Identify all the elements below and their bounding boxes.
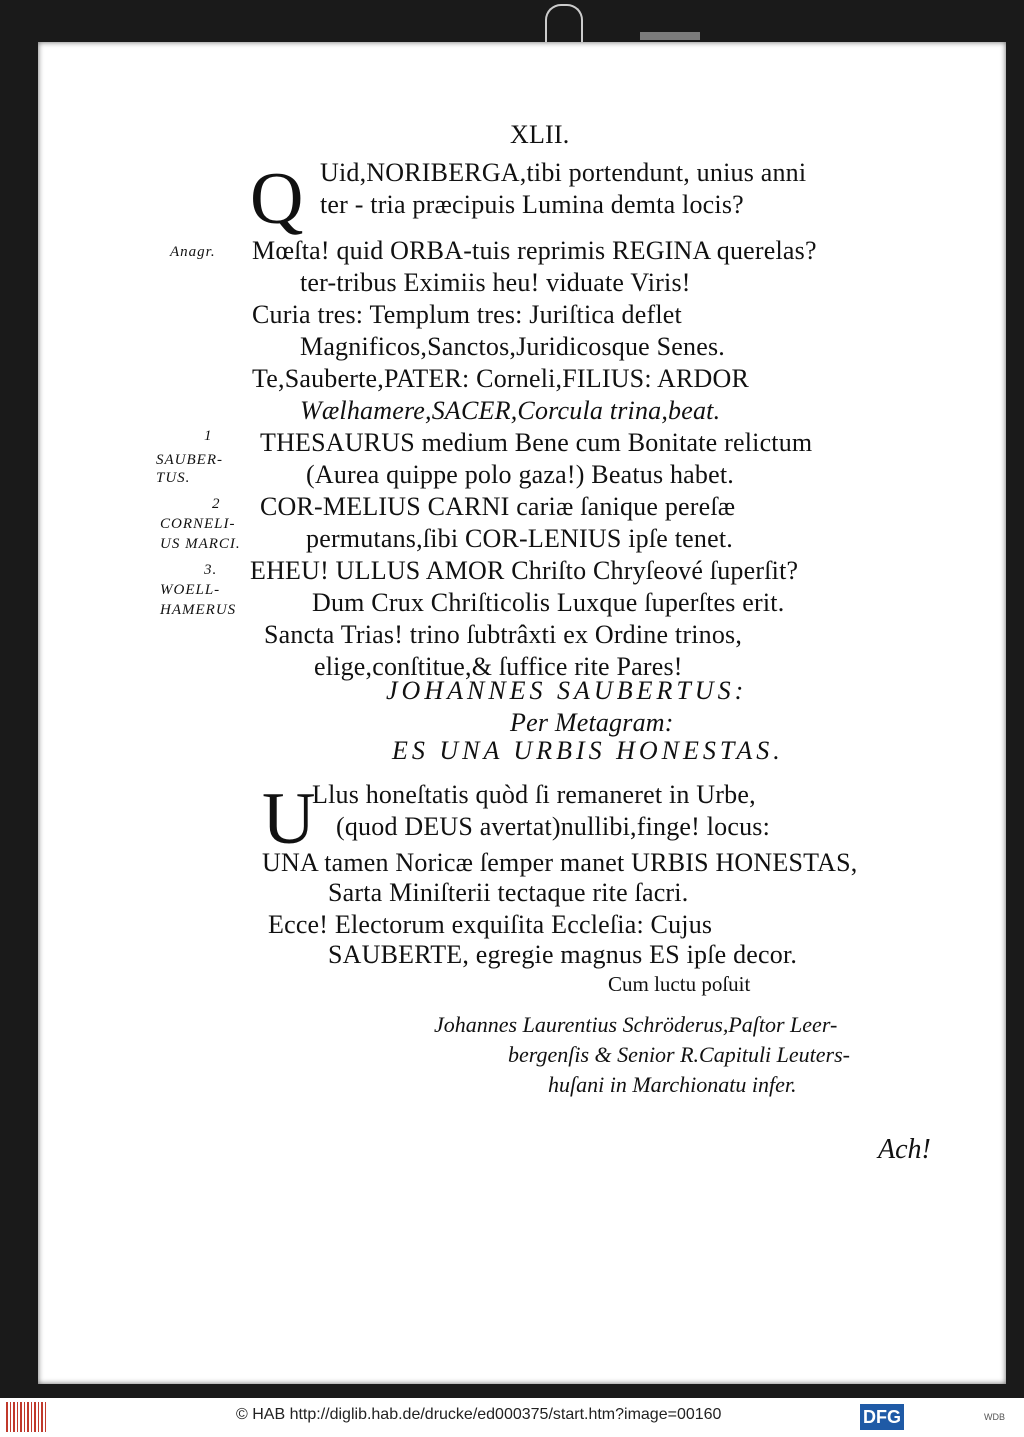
poem-line: Sarta Miniſterii tectaque rite ſacri. — [328, 878, 689, 907]
book-page — [38, 42, 1006, 1384]
margin-note-number: 2 — [212, 496, 221, 512]
poem-line: Curia tres: Templum tres: Juriſtica deflet — [252, 300, 682, 329]
poem-line: Magnificos,Sanctos,Juridicosque Senes. — [300, 332, 725, 361]
poem-line: Sancta Trias! trino ſubtrâxti ex Ordine trinos, — [264, 620, 743, 649]
margin-note-woellhamerus: WOELL- — [160, 582, 221, 598]
margin-note-saubertus: SAUBER- — [156, 452, 223, 468]
page-number: XLII. — [510, 120, 570, 149]
margin-note-cornelius: US MARCI. — [160, 536, 241, 552]
signature-line: bergenſis & Senior R.Capituli Leuters- — [508, 1042, 850, 1067]
margin-note-saubertus: TUS. — [156, 470, 191, 486]
barcode-icon — [6, 1402, 48, 1432]
poem-line: Te,Sauberte,PATER: Corneli,FILIUS: ARDOR — [252, 364, 750, 393]
margin-note-number: 3. — [204, 562, 218, 578]
posuit-line: Cum luctu poſuit — [608, 972, 751, 996]
poem-line: EHEU! ULLUS AMOR Chriſto Chryſeové ſuperſit? — [250, 556, 799, 585]
signature-line: huſani in Marchionatu infer. — [548, 1072, 797, 1097]
margin-note-woellhamerus: HAMERUS — [160, 602, 237, 618]
poem-line: SAUBERTE, egregie magnus ES ipſe decor. — [328, 940, 798, 969]
signature-line: Johannes Laurentius Schröderus,Paſtor Leer- — [434, 1012, 838, 1037]
poem-line: Dum Crux Chriſticolis Luxque ſuperſtes erit. — [312, 588, 785, 617]
poem-line: ter-tribus Eximiis heu! viduate Viris! — [300, 268, 691, 297]
copyright-url[interactable]: © HAB http://diglib.hab.de/drucke/ed000375/start.htm?image=00160 — [236, 1406, 722, 1423]
poem-line: (quod DEUS avertat)nullibi,finge! locus: — [336, 812, 771, 841]
wdb-tag: WDB — [984, 1412, 1005, 1422]
poem-line: permutans,ſibi COR-LENIUS ipſe tenet. — [306, 524, 733, 553]
poem-line: elige,conſtitue,& ſuffice rite Pares! — [314, 652, 683, 681]
poem-line: Llus honeſtatis quòd ſi remaneret in Urbe, — [312, 780, 756, 809]
margin-note-cornelius: CORNELI- — [160, 516, 236, 532]
poem-line: COR-MELIUS CARNI cariæ ſanique pereſæ — [260, 492, 736, 521]
heading-metagram: Per Metagram: — [510, 708, 674, 737]
edge-smudge — [640, 32, 700, 40]
margin-note-number: 1 — [204, 428, 213, 444]
poem-line: UNA tamen Noricæ ſemper manet URBIS HONESTAS, — [262, 848, 858, 877]
poem-line: Ecce! Electorum exquiſita Eccleſia: Cujus — [268, 910, 713, 939]
poem-line: Mœſta! quid ORBA-tuis reprimis REGINA querelas? — [252, 236, 817, 265]
heading-motto: ES UNA URBIS HONESTAS. — [392, 736, 784, 765]
pencil-mark — [545, 4, 583, 44]
poem-line: THESAURUS medium Bene cum Bonitate relictum — [260, 428, 813, 457]
heading-name: JOHANNES SAUBERTUS: — [386, 676, 748, 705]
poem-line: ter - tria præcipuis Lumina demta locis? — [320, 190, 744, 219]
poem-line: Wælhamere,SACER,Corcula trina,beat. — [300, 396, 721, 425]
margin-note-anagr: Anagr. — [170, 244, 216, 260]
poem-line: Uid,NORIBERGA,tibi portendunt, unius anni — [320, 158, 807, 187]
catchword: Ach! — [878, 1134, 931, 1165]
drop-cap-u: U — [262, 778, 316, 860]
poem-line: (Aurea quippe polo gaza!) Beatus habet. — [306, 460, 734, 489]
dfg-logo[interactable]: DFG — [860, 1404, 904, 1430]
drop-cap-q: Q — [250, 158, 304, 240]
